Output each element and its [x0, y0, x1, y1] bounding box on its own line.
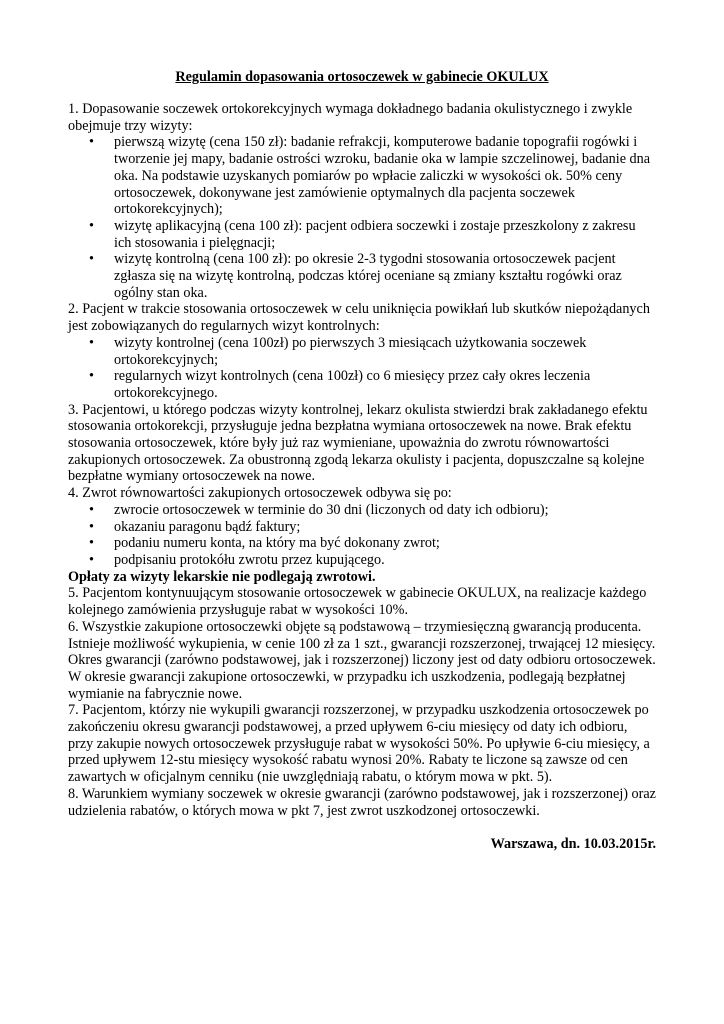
- list-item-text: regularnych wizyt kontrolnych (cena 100zł) co 6 miesięcy przez cały okres leczenia ortokorekcyjnego.: [114, 368, 591, 401]
- document-title: Regulamin dopasowania ortosoczewek w gabinecie OKULUX: [175, 69, 549, 85]
- bullet-icon: •: [89, 368, 94, 385]
- section-8-text: 8. Warunkiem wymiany soczewek w okresie gwarancji (zarówno podstawowej, jak i rozszerzonej) oraz udzielenia rabatów, o których mowa w pkt 7, jest zwrot uszkodzonej ortosoczewki.: [68, 785, 656, 819]
- bullet-icon: •: [89, 535, 94, 552]
- list-item-text: wizytę aplikacyjną (cena 100 zł): pacjent odbiera soczewki i zostaje przeszkolony z zakresu ich stosowania i pielęgnacji;: [114, 217, 636, 251]
- list-item: [68, 502, 656, 519]
- list-item-text: okazaniu paragonu bądź faktury;: [114, 518, 301, 535]
- section-2-list: [68, 335, 656, 402]
- bullet-icon: •: [89, 134, 94, 151]
- list-item: [68, 552, 656, 569]
- section-4-intro: 4. Zwrot równowartości zakupionych ortosoczewek odbywa się po:: [68, 485, 452, 502]
- list-item-text: zwrocie ortosoczewek w terminie do 30 dni (liczonych od daty ich odbioru);: [114, 501, 549, 518]
- list-item: [68, 368, 656, 401]
- section-6-text: 6. Wszystkie zakupione ortosoczewki objęte są podstawową – trzymiesięczną gwarancją producenta. Istnieje możliwość wykupienia, w cenie 100 zł za 1 szt., gwarancji rozszerzonej, trwającej 12 miesięcy. Okres gwarancji (zarówno podstawowej, jak i rozszerzonej) liczony jest od daty odbioru ortosoczewek. W okresie gwarancji zakupione ortosoczewki, w przypadku ich uszkodzenia, podlegają bezpłatnej wymianie na fabrycznie nowe.: [68, 618, 656, 702]
- list-item: [68, 535, 656, 552]
- list-item-text: podaniu numeru konta, na który ma być dokonany zwrot;: [114, 535, 440, 552]
- list-item-text: wizyty kontrolnej (cena 100zł) po pierwszych 3 miesiącach użytkowania soczewek ortokorekcyjnych;: [114, 334, 587, 368]
- bullet-icon: •: [89, 251, 94, 268]
- list-item: [68, 134, 656, 218]
- section-2-intro: 2. Pacjent w trakcie stosowania ortosoczewek w celu uniknięcia powikłań lub skutków niepożądanych jest zobowiązanych do regularnych wizyt kontrolnych:: [68, 301, 650, 335]
- list-item: [68, 335, 656, 368]
- section-1-list: [68, 134, 656, 301]
- section-1-intro: 1. Dopasowanie soczewek ortokorekcyjnych wymaga dokładnego badania okulistycznego i zwykle obejmuje trzy wizyty:: [68, 101, 633, 134]
- list-item: [68, 218, 656, 251]
- section-5-text: 5. Pacjentom kontynuującym stosowanie ortosoczewek w gabinecie OKULUX, na realizacje każdego kolejnego zamówienia przysługuje rabat w wysokości 10%.: [68, 585, 647, 619]
- fees-non-refundable-note: Opłaty za wizyty lekarskie nie podlegają zwrotowi.: [68, 568, 376, 585]
- list-item-text: pierwszą wizytę (cena 150 zł): badanie refrakcji, komputerowe badanie topografii rogówki i tworzenie jej mapy, badanie ostrości wzroku, badanie oka w lampie szczelinowej, badanie dna oka. Na podstawie uzyskanych pomiarów po wpłacie zaliczki w wysokości ok. 50% ceny ortosoczewek, dokonywane jest zamówienie optymalnych dla pacjenta soczewek ortokorekcyjnych);: [114, 134, 651, 218]
- bullet-icon: •: [89, 551, 94, 568]
- document-page: [68, 69, 656, 853]
- bullet-icon: •: [89, 518, 94, 535]
- list-item-text: podpisaniu protokółu zwrotu przez kupującego.: [114, 551, 385, 568]
- list-item: [68, 519, 656, 536]
- list-item: [68, 251, 656, 301]
- bullet-icon: •: [89, 501, 94, 518]
- list-item-text: wizytę kontrolną (cena 100 zł): po okresie 2-3 tygodni stosowania ortosoczewek pacjent zgłasza się na wizytę kontrolną, podczas której oceniane są zmiany kształtu rogówki oraz ogólny stan oka.: [114, 251, 622, 301]
- section-3-text: 3. Pacjentowi, u którego podczas wizyty kontrolnej, lekarz okulista stwierdzi brak zakładanego efektu stosowania ortokorekcji, przysługuje jedna bezpłatna wymiana ortosoczewek na nowe. Brak efektu stosowania ortosoczewek, które były już raz wymieniane, upoważnia do zwrotu równowartości zakupionych ortosoczewek. Za obustronną zgodą lekarza okulisty i pacjenta, dopuszczalne są kolejne bezpłatne wymiany ortosoczewek na nowe.: [68, 401, 648, 485]
- section-4-list: [68, 502, 656, 569]
- section-7-text: 7. Pacjentom, którzy nie wykupili gwarancji rozszerzonej, w przypadku uszkodzenia ortosoczewek po zakończeniu okresu gwarancji podstawowej, a przed upływem 6-ciu miesięcy od daty ich odbioru, przy zakupie nowych ortosoczewek przysługuje rabat w wysokości 50%. Po upływie 6-ciu miesięcy, a przed upływem 12-stu miesięcy wysokość rabatu wynosi 20%. Rabaty te liczone są zawsze od cen zawartych w oficjalnym cenniku (nie uwzględniają rabatu, o którym mowa w pkt. 5).: [68, 702, 650, 786]
- bullet-icon: •: [89, 217, 94, 234]
- bullet-icon: •: [89, 334, 94, 351]
- place-and-date: Warszawa, dn. 10.03.2015r.: [490, 836, 656, 853]
